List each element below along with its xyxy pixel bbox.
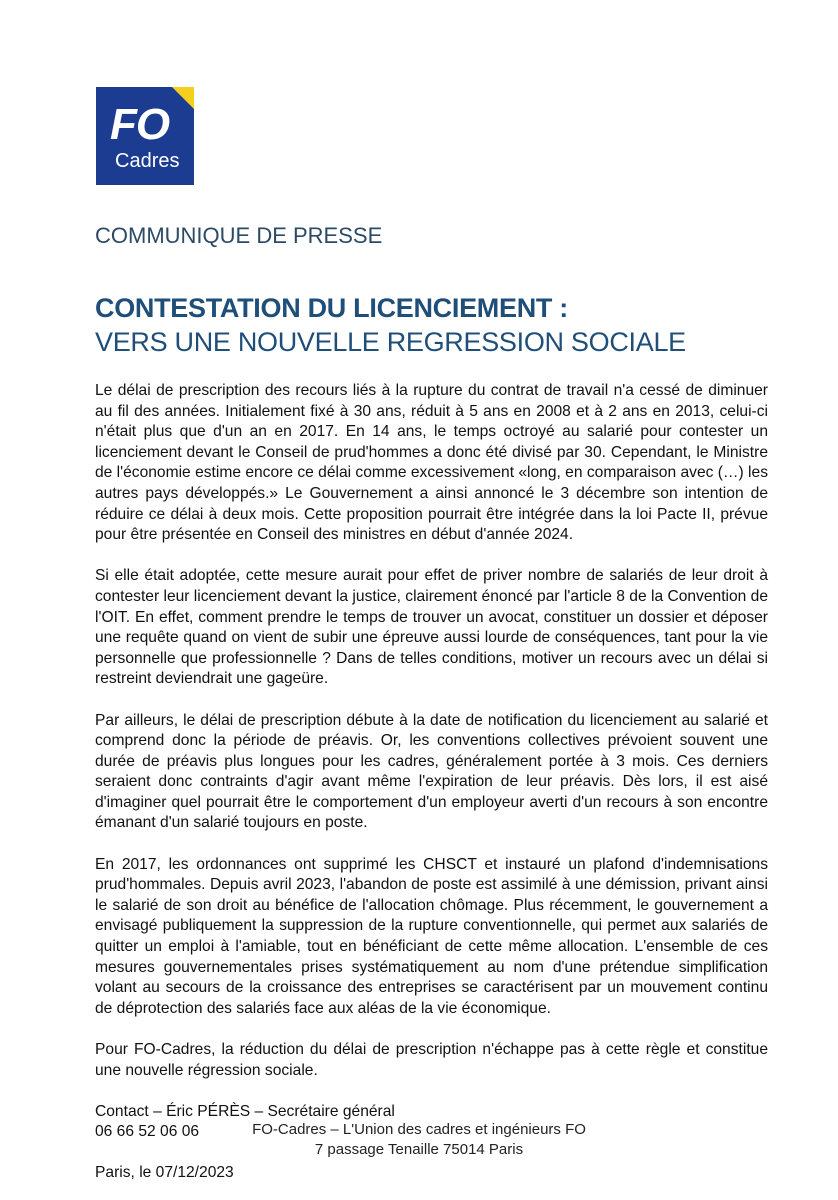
footer-organization: FO-Cadres – L'Union des cadres et ingénieurs FO (252, 1121, 586, 1138)
body-paragraph: Pour FO-Cadres, la réduction du délai de prescription n'échappe pas à cette règle et constitue une nouvelle régression sociale. (95, 1041, 768, 1079)
title-line-1: CONTESTATION DU LICENCIEMENT : (95, 293, 568, 323)
footer (0, 1120, 838, 1160)
title-line-2: VERS UNE NOUVELLE REGRESSION SOCIALE (95, 327, 686, 357)
footer-address: 7 passage Tenaille 75014 Paris (314, 1141, 524, 1158)
document-body (95, 381, 768, 1184)
contact-line: Contact – Éric PÉRÈS – Secrétaire général (95, 1102, 395, 1120)
document-title (95, 291, 686, 359)
logo-fo-text: FO (110, 100, 170, 149)
contact-phone: 06 66 52 06 06 (95, 1123, 200, 1141)
logo-cadres-text: Cadres (115, 150, 180, 172)
logo-yellow-corner (172, 87, 194, 109)
body-paragraph: Par ailleurs, le délai de prescription débute à la date de notification du licenciement au salarié et comprend donc la période de préavis. Or, les conventions collectives prévoient souvent une durée de préavis plus longues pour les cadres, généralement portée à 3 mois. Ces derniers seraient donc contraints d'agir avant même l'expiration de leur préavis. Dès lors, il est aisé d'imaginer quel pourrait être le comportement d'un employeur averti d'un recours à son encontre émanant d'un salarié toujours en poste. (95, 711, 768, 832)
body-paragraph: En 2017, les ordonnances ont supprimé les CHSCT et instauré un plafond d'indemnisations prud'hommales. Depuis avril 2023, l'abandon de poste est assimilé à une démission, privant ainsi le salarié de son droit au bénéfice de l'allocation chômage. Plus récemment, le gouvernement a envisagé publiquement la suppression de la rupture conventionnelle, qui permet aux salariés de quitter un emploi à l'amiable, tout en bénéficiant de cette même allocation. L'ensemble de ces mesures gouvernementales prises systématiquement au nom d'une prétendue simplification volant au secours de la croissance des entreprises se caractérisent par un mouvement continu de déprotection des salariés face aux aléas de la vie économique. (95, 855, 768, 1017)
body-paragraph: Si elle était adoptée, cette mesure aurait pour effet de priver nombre de salariés de leur droit à contester leur licenciement devant la justice, clairement énoncé par l'article 8 de la Convention de l'OIT. En effet, comment prendre le temps de trouver un avocat, constituer un dossier et déposer une requête quand on vient de subir une épreuve aussi lourde de conséquences, tant pour la vie personnelle que professionnelle ? Dans de telles conditions, motiver un recours avec un délai si restreint deviendrait une gageüre. (95, 567, 769, 688)
body-paragraph: Le délai de prescription des recours liés à la rupture du contrat de travail n'a cessé de diminuer au fil des années. Initialement fixé à 30 ans, réduit à 5 ans en 2008 et à 2 ans en 2013, celui-ci n'était plus que d'un an en 2017. En 14 ans, le temps octroyé au salarié pour contester un licenciement devant le Conseil de prud'hommes a donc été divisé par 30. Cependant, le Ministre de l'économie estime encore ce délai comme excessivement «long, en comparaison avec (…) les autres pays développés.» Le Gouvernement a ainsi annoncé le 3 décembre son intention de réduire ce délai à deux mois. Cette proposition pourrait être intégrée dans la loi Pacte II, prévue pour être présentée en Conseil des ministres en début d'année 2024. (95, 382, 768, 544)
press-release-kicker: COMMUNIQUE DE PRESSE (95, 223, 383, 248)
place-date: Paris, le 07/12/2023 (95, 1163, 234, 1181)
fo-cadres-logo (96, 87, 194, 185)
